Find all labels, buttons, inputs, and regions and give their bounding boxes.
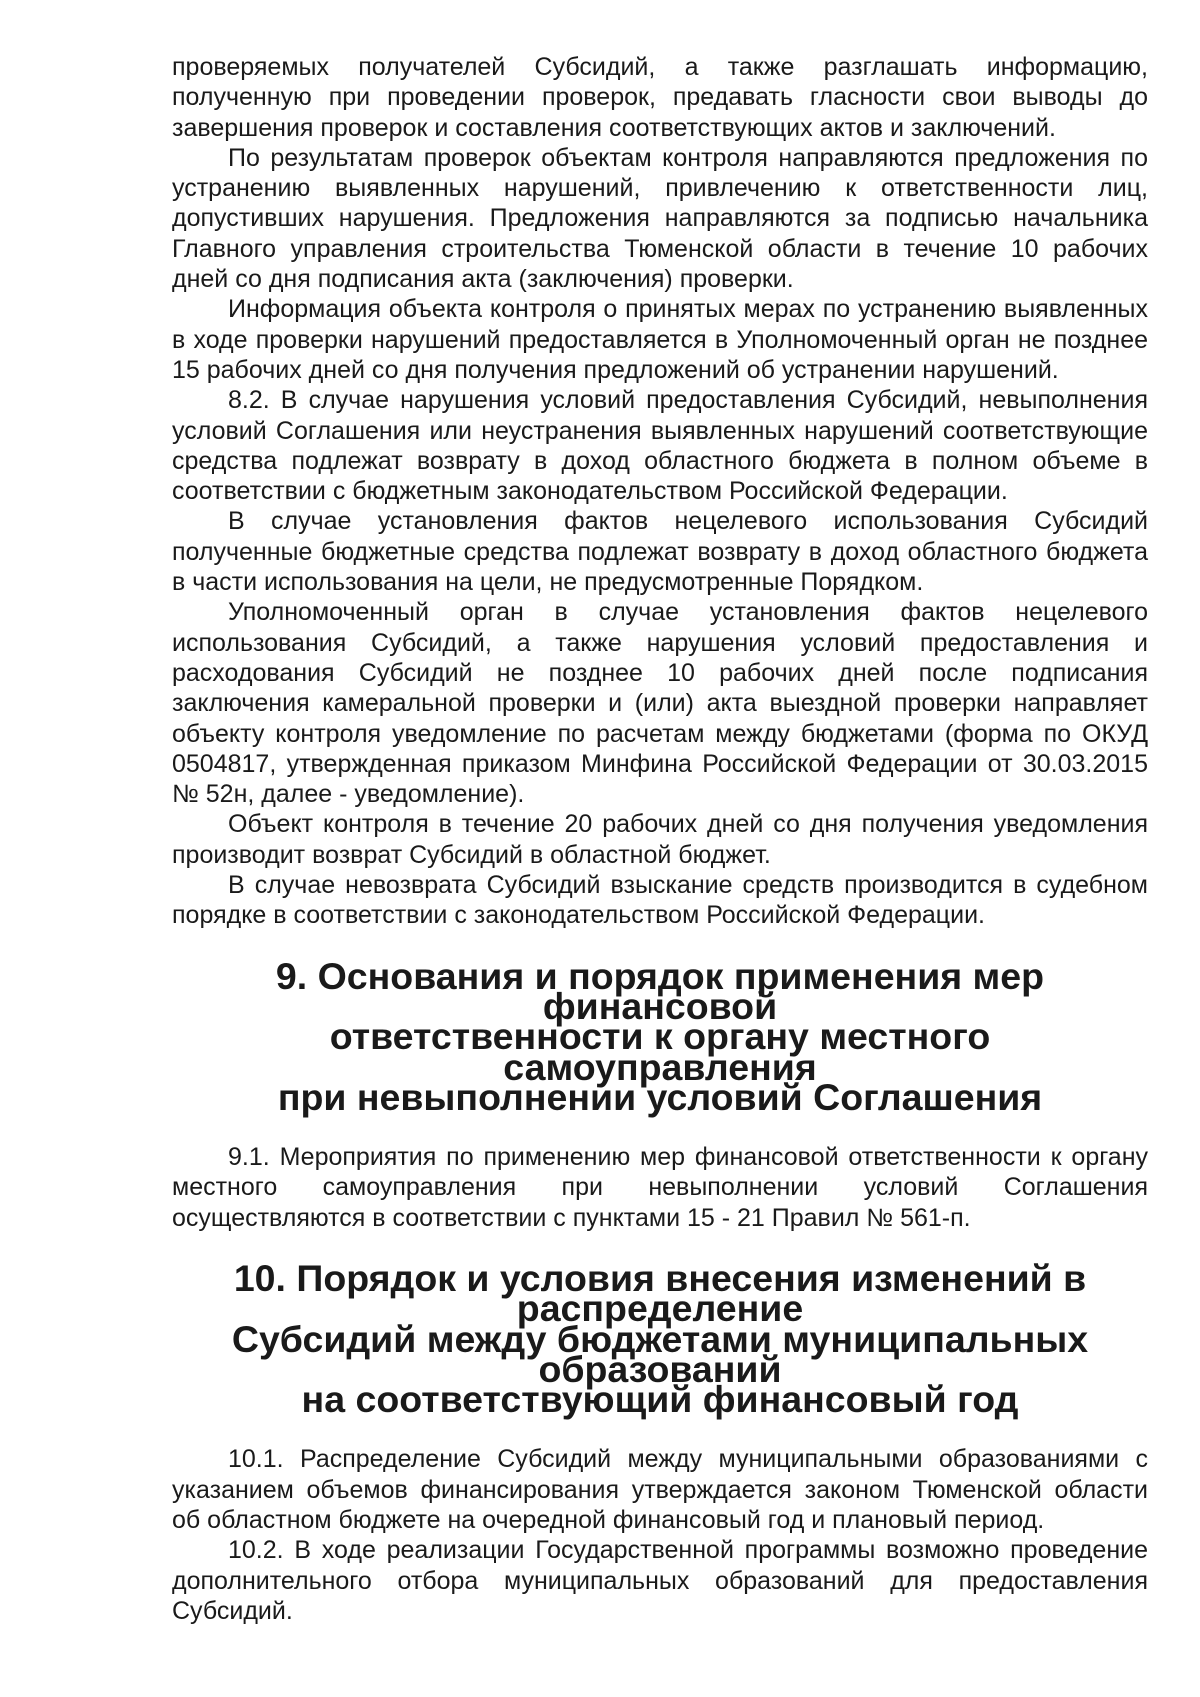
paragraph-inspection-results: По результатам проверок объектам контроля направляются предложения по устранению выявленных нарушений, привлечению к ответственности лиц, допустивших нарушения. Предложения направляются за подписью начальника Главного управления строительства Тюменской области в течение 10 рабочих дней со дня подписания акта (заключения) проверки. <box>172 143 1148 294</box>
section-9-heading-line: ответственности к органу местного самоуправления <box>329 1015 991 1088</box>
paragraph-10-1: 10.1. Распределение Субсидий между муниципальными образованиями с указанием объемов финансирования утверждается законом Тюменской области об областном бюджете на очередной финансовый год и плановый период. <box>172 1445 1148 1535</box>
section-10-heading-line: Субсидий между бюджетами муниципальных образований <box>231 1317 1089 1390</box>
section-9-heading-line: при невыполнении условий Соглашения <box>277 1075 1043 1118</box>
paragraph-judicial-recovery: В случае невозврата Субсидий взыскание средств производится в судебном порядке в соответствии с законодательством Российской Федерации. <box>172 871 1148 930</box>
paragraph-refund-deadline: Объект контроля в течение 20 рабочих дней со дня получения уведомления производит возврат Субсидий в областной бюджет. <box>172 810 1148 869</box>
section-10-heading <box>172 1256 1148 1421</box>
section-9-heading <box>172 954 1148 1118</box>
paragraph-10-2: 10.2. В ходе реализации Государственной программы возможно проведение дополнительного отбора муниципальных образований для предоставления Субсидий. <box>172 1536 1148 1625</box>
paragraph-misuse-refund: В случае установления фактов нецелевого использования Субсидий полученные бюджетные средства подлежат возврату в доход областного бюджета в части использования на цели, не предусмотренные Порядком. <box>172 507 1148 597</box>
paragraph-9-1: 9.1. Мероприятия по применению мер финансовой ответственности к органу местного самоуправления при невыполнении условий Соглашения осуществляются в соответствии с пунктами 15 - 21 Правил № 561-п. <box>172 1143 1148 1232</box>
paragraph-8-2: 8.2. В случае нарушения условий предоставления Субсидий, невыполнения условий Соглашения или неустранения выявленных нарушений соответствующие средства подлежат возврату в доход областного бюджета в полном объеме в соответствии с бюджетным законодательством Российской Федерации. <box>172 386 1148 506</box>
document-page <box>172 52 1148 1626</box>
paragraph-continuation: проверяемых получателей Субсидий, а также разглашать информацию, полученную при проведении проверок, предавать гласности свои выводы до завершения проверок и составления соответствующих актов и заключений. <box>172 53 1148 142</box>
section-9-heading-line: 9. Основания и порядок применения мер финансовой <box>275 954 1045 1027</box>
paragraph-control-information: Информация объекта контроля о принятых мерах по устранению выявленных в ходе проверки нарушений предоставляется в Уполномоченный орган не позднее 15 рабочих дней со дня получения предложений об устранении нарушений. <box>172 295 1148 384</box>
section-10-heading-line: 10. Порядок и условия внесения изменений в распределение <box>233 1256 1087 1330</box>
paragraph-authorized-body-notice: Уполномоченный орган в случае установления фактов нецелевого использования Субсидий, а также нарушения условий предоставления и расходования Субсидий не позднее 10 рабочих дней после подписания заключения камеральной проверки и (или) акта выездной проверки направляет объекту контроля уведомление по расчетам между бюджетами (форма по ОКУД 0504817, утвержденная приказом Минфина Российской Федерации от 30.03.2015 № 52н, далее - уведомление). <box>172 598 1148 809</box>
section-10-heading-line: на соответствующий финансовый год <box>301 1378 1019 1421</box>
